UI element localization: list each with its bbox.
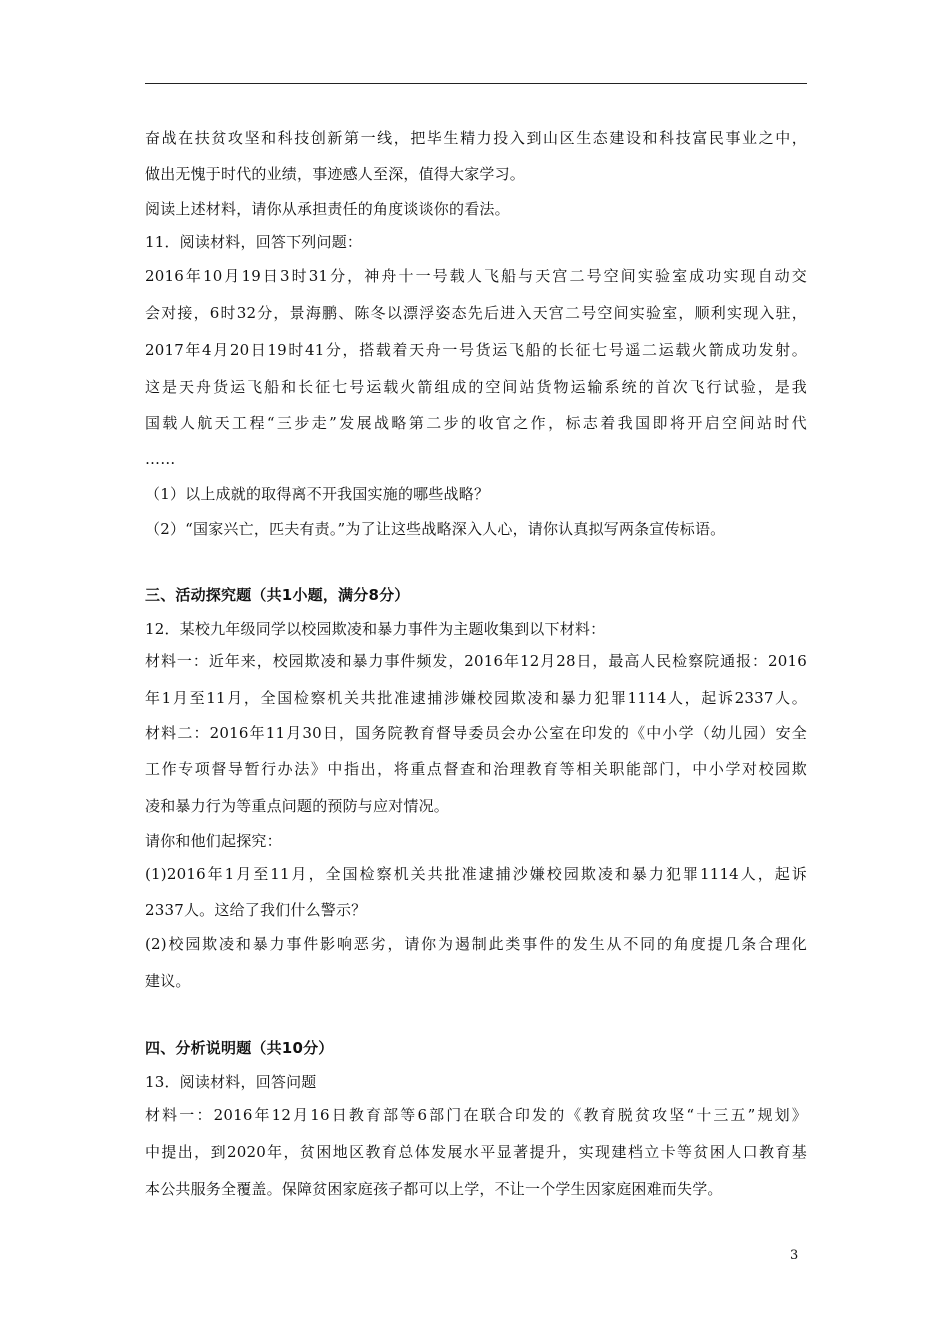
- question-title: 12．某校九年级同学以校园欺凌和暴力事件为主题收集到以下材料：: [145, 620, 606, 638]
- text-line: 材料二：2016年11月30日，国务院教育督导委员会办公室在印发的《中小学（幼儿园）安全: [145, 724, 807, 742]
- text-line: 工作专项督导暂行办法》中指出，将重点督查和治理教育等相关职能部门，中小学对校园欺: [145, 760, 807, 778]
- header-rule: [145, 83, 807, 84]
- text-line: 建议。: [145, 972, 191, 990]
- text-line: 本公共服务全覆盖。保障贫困家庭孩子都可以上学，不让一个学生因家庭困难而失学。: [145, 1180, 723, 1198]
- text-line: 凌和暴力行为等重点问题的预防与应对情况。: [145, 797, 450, 815]
- text-line: 请你和他们起探究：: [145, 832, 282, 850]
- text-line: 这是天舟货运飞船和长征七号运载火箭组成的空间站货物运输系统的首次飞行试验，是我: [145, 378, 807, 396]
- text-line: 国载人航天工程“三步走”发展战略第二步的收官之作，标志着我国即将开启空间站时代: [145, 414, 807, 432]
- text-line: 材料一：2016年12月16日教育部等6部门在联合印发的《教育脱贫攻坚“十三五”规划》: [145, 1106, 807, 1124]
- text-line: 阅读上述材料，请你从承担责任的角度谈谈你的看法。: [145, 200, 510, 218]
- text-line: ……: [145, 450, 176, 468]
- sub-question: (1)2016年1月至11月，全国检察机关共批准逮捕沙嫌校园欺凌和暴力犯罪1114人，起诉: [145, 865, 807, 883]
- section-heading: 三、活动探究题（共1小题，满分8分）: [145, 586, 410, 604]
- section-heading: 四、分析说明题（共10分）: [145, 1039, 334, 1057]
- sub-question: (2)校园欺凌和暴力事件影响恶劣，请你为遏制此类事件的发生从不同的角度提几条合理化: [145, 935, 807, 953]
- page-number: 3: [790, 1248, 799, 1263]
- text-line: 会对接，6时32分，景海鹏、陈冬以漂浮姿态先后进入天宫二号空间实验室，顺利实现入驻，: [145, 304, 807, 322]
- text-line: 奋战在扶贫攻坚和科技创新第一线，把毕生精力投入到山区生态建设和科技富民事业之中，: [145, 129, 807, 147]
- text-line: 材料一：近年来，校园欺凌和暴力事件频发，2016年12月28日，最高人民检察院通报：2016: [145, 652, 807, 670]
- text-line: 2016年10月19日3时31分，神舟十一号载人飞船与天宫二号空间实验室成功实现自动交: [145, 267, 807, 285]
- text-line: 做出无愧于时代的业绩，事迹感人至深，值得大家学习。: [145, 165, 526, 183]
- text-line: 2017年4月20日19时41分，搭载着天舟一号货运飞船的长征七号遥二运载火箭成功发射。: [145, 341, 807, 359]
- text-line: 中提出，到2020年，贫困地区教育总体发展水平显著提升，实现建档立卡等贫困人口教育基: [145, 1143, 807, 1161]
- sub-question: （1）以上成就的取得离不开我国实施的哪些战略？: [145, 485, 490, 503]
- question-title: 11．阅读材料，回答下列问题：: [145, 233, 363, 251]
- sub-question: （2）“国家兴亡，匹夫有责。”为了让这些战略深入人心，请你认真拟写两条宣传标语。: [145, 520, 726, 538]
- question-title: 13．阅读材料，回答问题: [145, 1073, 317, 1091]
- text-line: 年1月至11月，全国检察机关共批准逮捕涉嫌校园欺凌和暴力犯罪1114人，起诉2337人。: [145, 689, 807, 707]
- sub-question: 2337人。这给了我们什么警示？: [145, 901, 367, 919]
